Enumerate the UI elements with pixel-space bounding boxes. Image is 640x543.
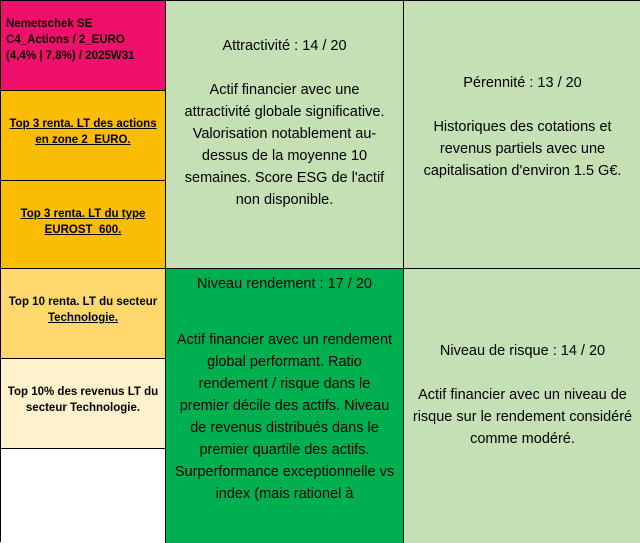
perennite-description: Historiques des cotations et revenus partiels avec une capitalisation d'environ 1.5 G€. xyxy=(423,119,622,179)
ranking-badge-type-line2: EUROST_600. xyxy=(44,224,122,236)
risque-panel xyxy=(404,269,640,543)
ranking-badge-sector[interactable] xyxy=(1,269,166,359)
attractivite-description: Actif financier avec une attractivité globale significative. Valorisation notablement au-dessus de la moyenne 10 semaines. Score ESG de l'actif non disponible. xyxy=(184,82,385,208)
attractivite-panel xyxy=(166,1,404,269)
asset-header xyxy=(1,1,166,91)
risque-description: Actif financier avec un niveau de risque sur le rendement considéré comme modéré. xyxy=(412,387,633,447)
ranking-badge-revenue-line1: Top 10% des revenus LT du xyxy=(7,386,159,398)
ranking-badge-type[interactable] xyxy=(1,181,166,269)
perennite-panel xyxy=(404,1,640,269)
empty-cell xyxy=(1,449,166,543)
ranking-badge-zone[interactable] xyxy=(1,91,166,181)
ranking-badge-sector-line1: Top 10 renta. LT du secteur xyxy=(8,296,158,308)
rendement-description: Actif financier avec un rendement global performant. Ratio rendement / risque dans le premier décile des actifs. Niveau de revenus distribués dans le premier quartile des actifs. Surperformance exceptionnelle vs index (mais rationel à xyxy=(174,332,395,502)
asset-name: Nemetschek SE xyxy=(6,18,93,30)
attractivite-title: Attractivité : 14 / 20 xyxy=(222,38,347,54)
ranking-badge-sector-line2: Technologie. xyxy=(47,312,119,324)
ranking-badge-zone-line1: Top 3 renta. LT des actions xyxy=(9,118,157,130)
rendement-title: Niveau rendement : 17 / 20 xyxy=(197,276,372,292)
rendement-panel xyxy=(166,269,404,543)
risque-title: Niveau de risque : 14 / 20 xyxy=(439,343,606,359)
perennite-title: Pérennité : 13 / 20 xyxy=(463,75,582,91)
ranking-badge-zone-line2: en zone 2_EURO. xyxy=(35,134,131,146)
asset-category: C4_Actions / 2_EURO xyxy=(6,34,125,46)
ranking-badge-type-line1: Top 3 renta. LT du type xyxy=(20,208,146,220)
ranking-badge-revenue xyxy=(1,359,166,449)
asset-period: (4,4% | 7,8%) / 2025W31 xyxy=(6,50,135,62)
ranking-badge-revenue-line2: secteur Technologie. xyxy=(25,402,141,414)
